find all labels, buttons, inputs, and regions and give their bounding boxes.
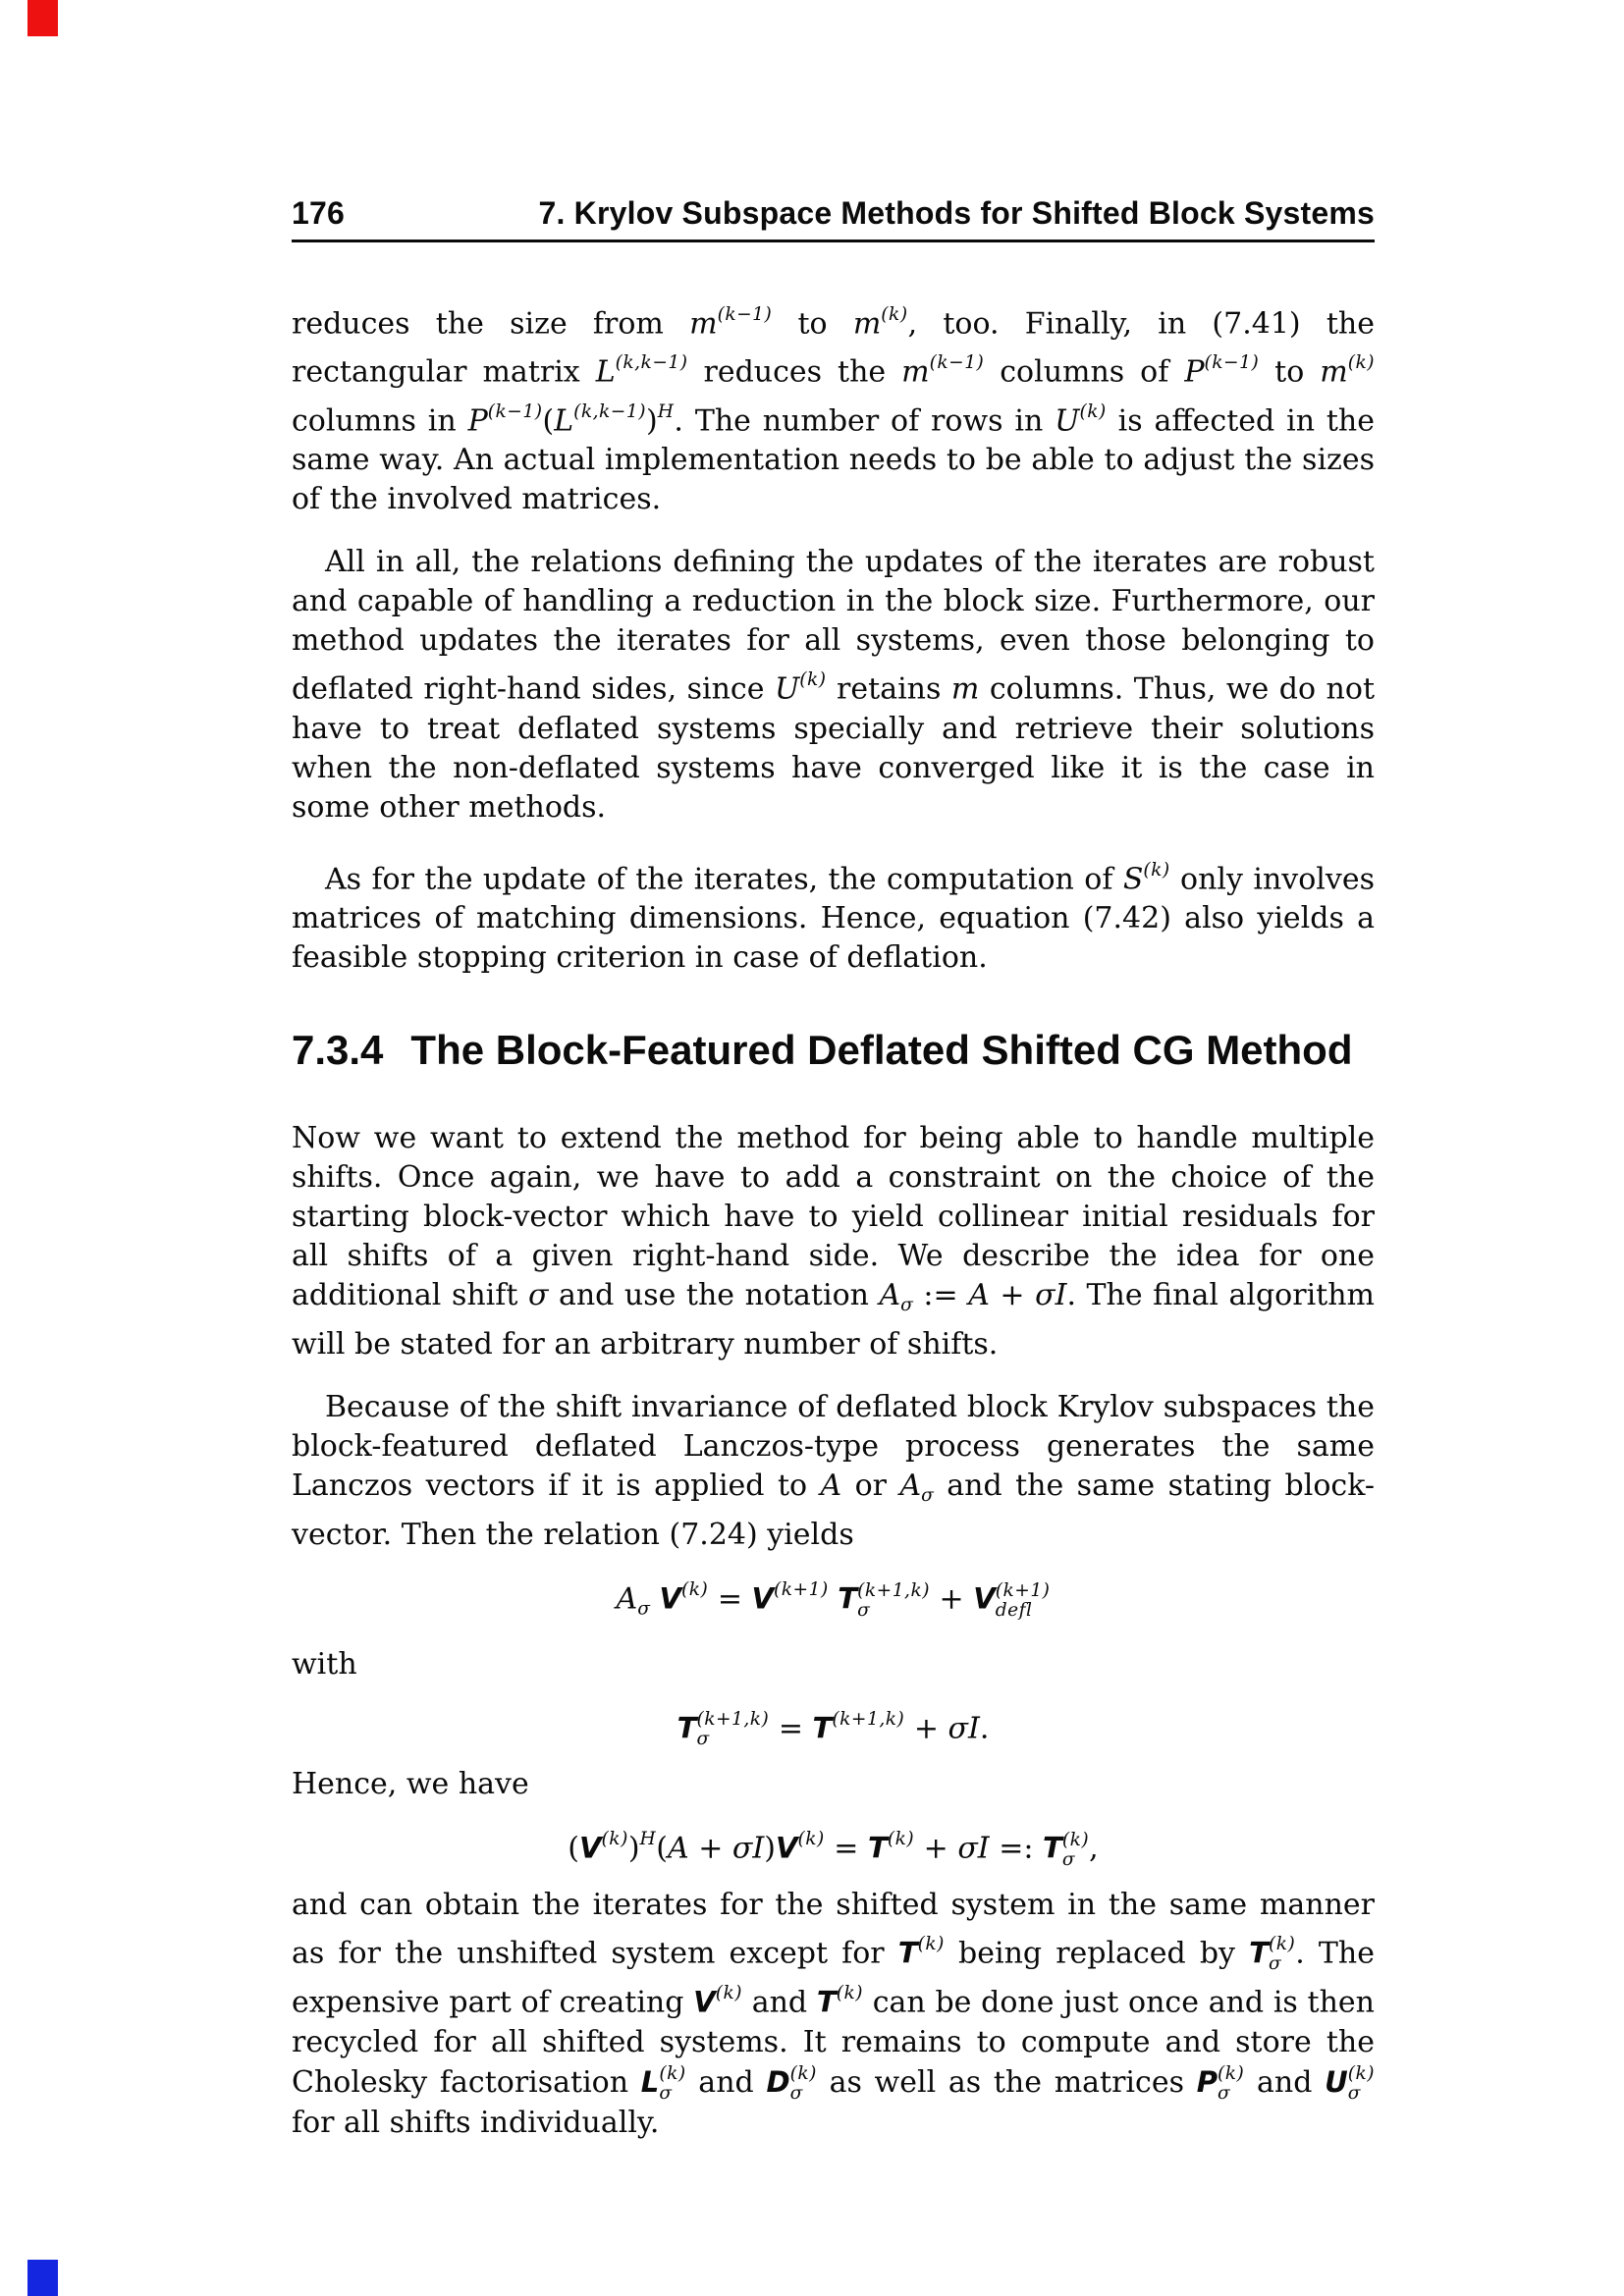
chapter-title: 7. Krylov Subspace Methods for Shifted Block Systems bbox=[538, 195, 1375, 231]
header-rule bbox=[292, 240, 1375, 242]
with-label: with bbox=[292, 1646, 357, 1682]
paragraph-4: Now we want to extend the method for being able to handle multiple shifts. Once again, we have to add a constraint on the choice of the starting block-vector which have to yield collinear initial residuals for all shifts of a given right-hand side. We describe the idea for one additional shift σ and use the notation $A_\sigma$ := A + σI. The final algorithm will be stated for an arbitrary number of shifts. bbox=[292, 1120, 1375, 1362]
section-heading bbox=[292, 1026, 1375, 1073]
paragraph-5: Because of the shift invariance of deflated block Krylov subspaces the block-featured deflated Lanczos-type process generates the same Lanczos vectors if it is applied to A or $A_\sigma$ and the same stating block-vector. Then the relation (7.24) yields bbox=[292, 1390, 1375, 1553]
running-header bbox=[292, 196, 1375, 230]
display-equation-2: T (k+1,k) σ = $T^{(k+1,k)} + \sigma I$. bbox=[677, 1708, 990, 1750]
page-top-marker bbox=[27, 0, 58, 36]
text-column bbox=[292, 0, 1375, 2143]
page-bottom-marker bbox=[27, 2260, 58, 2296]
page-number: 176 bbox=[292, 195, 345, 231]
paragraph-6: and can obtain the iterates for the shifted system in the same manner as for the unshifted system except for $T^{(k)}$ being replaced by T (k) σ . The expensive part of creating $V^{(k)}$ and $T^{(k)}$ can be done just once and is then recycled for all shifted systems. It remains to compute and store the Cholesky factorisation L (k) σ and D (k) σ as well as the matrices P (k) σ and U (k) σ for all shifts individually. bbox=[292, 1887, 1376, 2140]
section-title: The Block-Featured Deflated Shifted CG Method bbox=[410, 1026, 1353, 1073]
paragraph-2: All in all, the relations defining the updates of the iterates are robust and capable of handling a reduction in the block size. Furthermore, our method updates the iterates for all systems, even those belonging to deflated right-hand sides, since $U^{(k)}$ retains m columns. Thus, we do not have to treat deflated systems specially and retrieve their solutions when the non-deflated systems have converged like it is the case in some other methods. bbox=[292, 545, 1375, 825]
display-equation-3: $(V^{(k)})^H(A + \sigma I)V^{(k)} = T^{(k)} + \sigma I$ =: T (k) σ , bbox=[568, 1829, 1099, 1870]
display-equation-1: $A_\sigma$ $V^{(k)} = V^{(k+1)}$ T (k+1,k) σ + V (k+1) defl bbox=[616, 1579, 1051, 1621]
hence-label: Hence, we have bbox=[292, 1767, 529, 1802]
paragraph-1: reduces the size from $m^{(k-1)}$ to $m^{(k)}$, too. Finally, in (7.41) the rectangular matrix $L^{(k,k-1)}$ reduces the $m^{(k-1)}$ columns of $P^{(k-1)}$ to $m^{(k)}$ columns in $P^{(k-1)}(L^{(k,k-1)})^H$. The number of rows in $U^{(k)}$ is affected in the same way. An actual implementation needs to be able to adjust the sizes of the involved matrices. bbox=[292, 304, 1376, 517]
section-number: 7.3.4 bbox=[292, 1026, 384, 1073]
paragraph-3: As for the update of the iterates, the computation of $S^{(k)}$ only involves matrices of matching dimensions. Hence, equation (7.42) also yields a feasible stopping criterion in case of deflation. bbox=[292, 859, 1375, 975]
